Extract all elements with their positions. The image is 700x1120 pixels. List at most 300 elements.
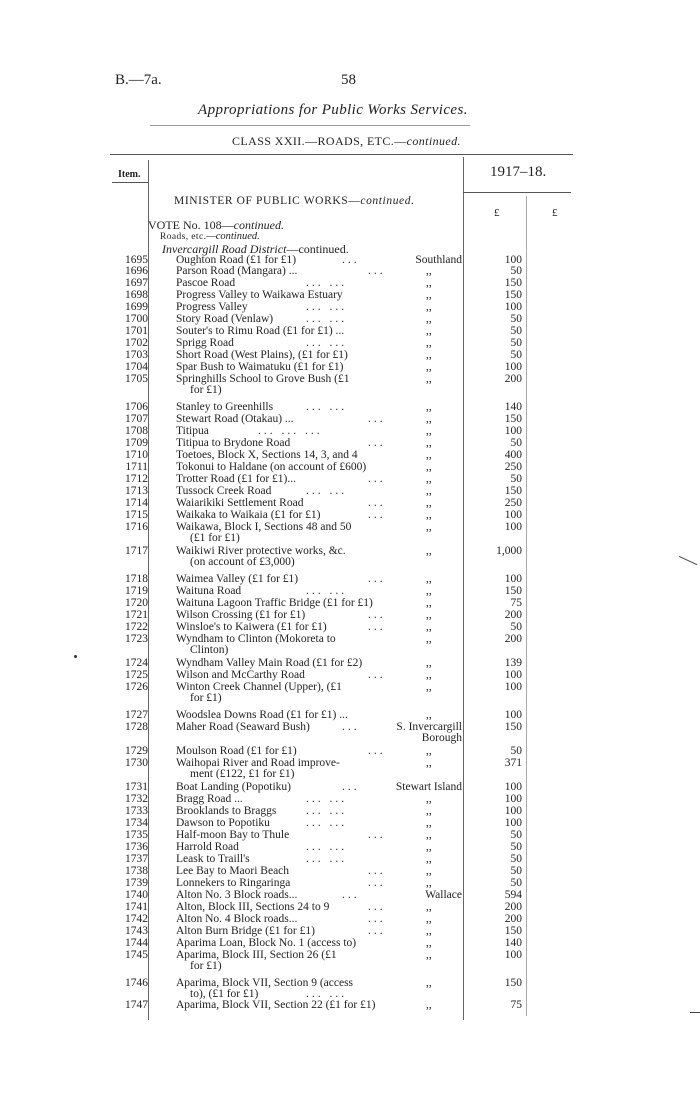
- item-description: [176, 314, 273, 325]
- item-description: [176, 450, 358, 461]
- leader-dots: ... ...: [306, 337, 348, 349]
- page-title: Appropriations for Public Works Services.: [198, 102, 468, 118]
- ditto-mark: ,,: [426, 793, 432, 805]
- item-description-continuation: (on account of £3,000): [190, 556, 295, 568]
- leader-dots: ...: [342, 889, 360, 901]
- item-number: 1718: [125, 573, 148, 585]
- item-description: [176, 426, 209, 437]
- leader-dots: ...: [368, 573, 386, 585]
- item-description: [176, 1000, 375, 1011]
- item-number: 1729: [125, 745, 148, 757]
- item-description-line: Spar Bush to Waimatuku (£1 for £1): [176, 361, 344, 373]
- ditto-mark: ,,: [426, 681, 432, 693]
- item-description: [176, 402, 273, 413]
- item-number: 1716: [125, 521, 148, 533]
- item-description-line: Tokonui to Haldane (on account of £600): [176, 461, 367, 473]
- item-number: 1724: [125, 657, 148, 669]
- amount-value: 100: [504, 254, 522, 266]
- item-description-line: Winsloe's to Kaiwera (£1 for £1): [176, 621, 327, 633]
- item-number: 1738: [125, 865, 148, 877]
- item-number: 1696: [125, 265, 148, 277]
- amount-value: 50: [510, 313, 522, 325]
- vote-heading-cont: continued.: [233, 218, 284, 232]
- amount-value: 50: [510, 265, 522, 277]
- minister-heading: [174, 195, 415, 207]
- item-description: [176, 374, 349, 396]
- leader-dots: ...: [368, 829, 386, 841]
- item-description: [176, 586, 241, 597]
- district-name-continuation: Borough: [421, 732, 462, 744]
- item-number: 1699: [125, 301, 148, 313]
- ditto-mark: ,,: [426, 349, 432, 361]
- leader-dots: ...: [368, 669, 386, 681]
- item-description-line: Pascoe Road: [176, 277, 236, 289]
- amount-value: 100: [504, 509, 522, 521]
- amount-value: 50: [510, 853, 522, 865]
- leader-dots: ...: [368, 901, 386, 913]
- item-description-line: Parson Road (Mangara) ...: [176, 265, 298, 277]
- amount-value: 100: [504, 709, 522, 721]
- item-description: [176, 414, 294, 425]
- leader-dots: ...: [368, 877, 386, 889]
- item-description: [176, 486, 271, 497]
- leader-dots: ... ...: [306, 277, 348, 289]
- ditto-mark: ,,: [426, 805, 432, 817]
- item-number: 1741: [125, 901, 148, 913]
- leader-dots: ...: [342, 254, 360, 266]
- item-description: [176, 890, 297, 901]
- amount-value: 200: [504, 609, 522, 621]
- ditto-mark: ,,: [426, 337, 432, 349]
- item-number: 1739: [125, 877, 148, 889]
- amount-value: 50: [510, 829, 522, 841]
- leader-dots: ... ...: [306, 401, 348, 413]
- item-description-line: Leask to Traill's: [176, 853, 250, 865]
- table-top-rule: [110, 154, 573, 155]
- item-description: [176, 610, 305, 621]
- amount-value: 50: [510, 865, 522, 877]
- item-description-line: Waituna Road: [176, 585, 242, 597]
- item-number: 1731: [125, 781, 148, 793]
- amount-value: 140: [504, 401, 522, 413]
- amount-value: 250: [504, 497, 522, 509]
- ditto-mark: ,,: [426, 585, 432, 597]
- item-description: [176, 670, 305, 681]
- item-number: 1695: [125, 254, 148, 266]
- amount-value: 100: [504, 681, 522, 693]
- ditto-mark: ,,: [426, 313, 432, 325]
- item-description-line: Springhills School to Grove Bush (£1: [176, 373, 350, 385]
- amount-value: 50: [510, 349, 522, 361]
- amount-value: 140: [504, 937, 522, 949]
- district-subheading-main: Invercargill Road District: [162, 242, 287, 256]
- ditto-mark: ,,: [426, 865, 432, 877]
- district-name: [366, 890, 462, 901]
- amount-value: 1,000: [496, 545, 522, 557]
- district-name-line: Southland: [415, 254, 462, 266]
- leader-dots: ...: [368, 621, 386, 633]
- leader-dots: ... ... ...: [258, 425, 323, 437]
- item-number: 1698: [125, 289, 148, 301]
- item-description-line: Maher Road (Seaward Bush): [176, 721, 310, 733]
- item-description-continuation: for £1): [190, 960, 222, 972]
- ditto-mark: ,,: [426, 277, 432, 289]
- item-description-line: Waituna Lagoon Traffic Bridge (£1 for £1): [176, 597, 373, 609]
- margin-mark-top: [679, 556, 698, 565]
- item-description-line: Toetoes, Block X, Sections 14, 3, and 4: [176, 449, 358, 461]
- ditto-mark: ,,: [426, 573, 432, 585]
- item-description: [176, 290, 343, 301]
- leader-dots: ...: [368, 437, 386, 449]
- item-description-line: Waikiwi River protective works, &c.: [176, 545, 346, 557]
- item-description: [176, 914, 297, 925]
- item-description-line: Progress Valley: [176, 301, 248, 313]
- item-number: 1720: [125, 597, 148, 609]
- ditto-mark: ,,: [426, 709, 432, 721]
- item-description-continuation: for £1): [190, 692, 222, 704]
- amount-value: 75: [510, 597, 522, 609]
- item-number: 1734: [125, 817, 148, 829]
- item-number: 1697: [125, 277, 148, 289]
- amount-value: 371: [504, 757, 522, 769]
- ditto-mark: ,,: [426, 745, 432, 757]
- amount-value: 200: [504, 901, 522, 913]
- title-rule: [150, 125, 470, 126]
- amount-value: 100: [504, 301, 522, 313]
- district-name-line: Stewart Island: [395, 781, 462, 793]
- amount-value: 200: [504, 373, 522, 385]
- leader-dots: ...: [368, 745, 386, 757]
- item-description-continuation: to), (£1 for £1): [190, 988, 259, 1000]
- item-description: [176, 722, 310, 733]
- item-description: [176, 710, 348, 721]
- item-description: [176, 598, 373, 609]
- ditto-mark: ,,: [426, 521, 432, 533]
- item-description: [176, 866, 289, 877]
- ditto-mark: ,,: [426, 913, 432, 925]
- amount-value: 400: [504, 449, 522, 461]
- amount-value: 150: [504, 277, 522, 289]
- leader-dots: ...: [368, 925, 386, 937]
- district-name: [366, 722, 462, 744]
- leader-dots: ...: [368, 865, 386, 877]
- item-description-line: Aparima, Block III, Section 26 (£1: [176, 949, 337, 961]
- amount-value: 50: [510, 621, 522, 633]
- leader-dots: ... ...: [306, 805, 348, 817]
- leader-dots: ... ...: [306, 988, 348, 1000]
- margin-dot: [74, 655, 77, 658]
- amount-value: 100: [504, 361, 522, 373]
- amount-value: 100: [504, 573, 522, 585]
- item-number: 1708: [125, 425, 148, 437]
- leader-dots: ...: [368, 413, 386, 425]
- item-number: 1737: [125, 853, 148, 865]
- item-number: 1702: [125, 337, 148, 349]
- item-description-line: Waiarikiki Settlement Road: [176, 497, 304, 509]
- item-description: [176, 842, 239, 853]
- leader-dots: ...: [368, 509, 386, 521]
- item-number: 1745: [125, 949, 148, 961]
- item-description: [176, 658, 362, 669]
- item-description-line: Moulson Road (£1 for £1): [176, 745, 297, 757]
- item-column-rule: [148, 160, 149, 1020]
- item-description: [176, 574, 298, 585]
- item-description: [176, 462, 366, 473]
- item-description-line: Alton, Block III, Sections 24 to 9: [176, 901, 330, 913]
- ditto-mark: ,,: [426, 817, 432, 829]
- amount-value: 150: [504, 585, 522, 597]
- item-number: 1713: [125, 485, 148, 497]
- item-number: 1701: [125, 325, 148, 337]
- ditto-mark: ,,: [426, 425, 432, 437]
- item-description: [176, 546, 346, 568]
- amount-value: 100: [504, 781, 522, 793]
- item-header-rule: [112, 182, 148, 183]
- item-description: [176, 474, 296, 485]
- item-number: 1710: [125, 449, 148, 461]
- ditto-mark: ,,: [426, 841, 432, 853]
- item-description: [176, 806, 276, 817]
- district-name: [366, 782, 462, 793]
- page-header-ref: B.—7a.: [115, 72, 162, 88]
- ditto-mark: ,,: [426, 473, 432, 485]
- amount-value: 150: [504, 289, 522, 301]
- class-heading-main: CLASS XXII.—ROADS, ETC.—: [232, 134, 407, 148]
- item-number: 1744: [125, 937, 148, 949]
- amount-value: 100: [504, 425, 522, 437]
- ditto-mark: ,,: [426, 949, 432, 961]
- year-underline: [463, 192, 571, 193]
- amount-subcolumn-rule: [526, 196, 527, 1016]
- item-number: 1730: [125, 757, 148, 769]
- item-description-line: Trotter Road (£1 for £1)...: [176, 473, 296, 485]
- item-description: [176, 362, 344, 373]
- item-description-line: Wilson and McCarthy Road: [176, 669, 305, 681]
- class-heading: [232, 134, 461, 149]
- item-number: 1712: [125, 473, 148, 485]
- item-description-continuation: Clinton): [190, 644, 229, 656]
- district-name-line: Wallace: [425, 889, 462, 901]
- item-number: 1740: [125, 889, 148, 901]
- ditto-mark: ,,: [426, 877, 432, 889]
- amount-value: 150: [504, 925, 522, 937]
- item-number: 1705: [125, 373, 148, 385]
- item-description: [176, 746, 297, 757]
- ditto-mark: ,,: [426, 999, 432, 1011]
- year-header: 1917–18.: [490, 164, 547, 180]
- amount-value: 100: [504, 805, 522, 817]
- leader-dots: ...: [368, 265, 386, 277]
- item-description-line: Woodslea Downs Road (£1 for £1) ...: [176, 709, 348, 721]
- item-number: 1743: [125, 925, 148, 937]
- item-description-line: Progress Valley to Waikawa Estuary: [176, 289, 343, 301]
- item-description-line: Waimea Valley (£1 for £1): [176, 573, 299, 585]
- item-description-line: Aparima Loan, Block No. 1 (access to): [176, 937, 357, 949]
- amount-value: 594: [504, 889, 522, 901]
- leader-dots: ... ...: [306, 585, 348, 597]
- item-description-continuation: (£1 for £1): [190, 532, 240, 544]
- amount-value: 200: [504, 633, 522, 645]
- item-number: 1700: [125, 313, 148, 325]
- item-description: [176, 522, 351, 544]
- item-description: [176, 782, 291, 793]
- item-number: 1727: [125, 709, 148, 721]
- pound-sign-left: £: [494, 207, 500, 219]
- item-description-line: Wilson Crossing (£1 for £1): [176, 609, 306, 621]
- leader-dots: ... ...: [306, 841, 348, 853]
- item-description-line: Boat Landing (Popotiku): [176, 781, 291, 793]
- item-description: [176, 854, 250, 865]
- ditto-mark: ,,: [426, 449, 432, 461]
- class-heading-cont: continued.: [406, 134, 461, 148]
- vote-heading-main: VOTE No. 108—: [148, 218, 234, 232]
- leader-dots: ...: [368, 913, 386, 925]
- item-number: 1726: [125, 681, 148, 693]
- ditto-mark: ,,: [426, 373, 432, 385]
- leader-dots: ... ...: [306, 793, 348, 805]
- item-number: 1732: [125, 793, 148, 805]
- item-description-continuation: for £1): [190, 384, 222, 396]
- item-number: 1723: [125, 633, 148, 645]
- item-description-line: Stanley to Greenhills: [176, 401, 274, 413]
- ditto-mark: ,,: [426, 829, 432, 841]
- leader-dots: ...: [368, 497, 386, 509]
- leader-dots: ... ...: [306, 313, 348, 325]
- amount-value: 50: [510, 745, 522, 757]
- ditto-mark: ,,: [426, 413, 432, 425]
- item-column-header: Item.: [118, 169, 141, 180]
- amount-value: 75: [510, 999, 522, 1011]
- item-description: [176, 938, 356, 949]
- item-description-line: Dawson to Popotiku: [176, 817, 270, 829]
- item-description: [176, 510, 321, 521]
- item-description: [176, 622, 327, 633]
- item-number: 1711: [125, 461, 148, 473]
- district-subheading-cont: —continued.: [286, 242, 349, 256]
- amount-value: 50: [510, 437, 522, 449]
- item-description: [176, 350, 348, 361]
- item-description-line: Winton Creek Channel (Upper), (£1: [176, 681, 342, 693]
- amount-value: 150: [504, 977, 522, 989]
- item-number: 1742: [125, 913, 148, 925]
- leader-dots: ...: [342, 781, 360, 793]
- item-description: [176, 438, 290, 449]
- item-description-line: Lee Bay to Maori Beach: [176, 865, 290, 877]
- amount-value: 100: [504, 669, 522, 681]
- leader-dots: ... ...: [306, 301, 348, 313]
- item-description-line: Stewart Road (Otakau) ...: [176, 413, 294, 425]
- item-description: [176, 830, 289, 841]
- item-description: [176, 634, 336, 656]
- amount-value: 50: [510, 877, 522, 889]
- ditto-mark: ,,: [426, 977, 432, 989]
- item-description-line: Waihopai River and Road improve-: [176, 757, 340, 769]
- item-description: [176, 326, 344, 337]
- item-description-line: Oughton Road (£1 for £1): [176, 254, 297, 266]
- item-number: 1715: [125, 509, 148, 521]
- item-number: 1747: [125, 999, 148, 1011]
- item-description: [176, 302, 248, 313]
- ditto-mark: ,,: [426, 633, 432, 645]
- item-number: 1728: [125, 721, 148, 733]
- item-description-continuation: ment (£122, £1 for £1): [190, 768, 295, 780]
- item-description-line: Tussock Creek Road: [176, 485, 272, 497]
- amount-value: 200: [504, 913, 522, 925]
- ditto-mark: ,,: [426, 289, 432, 301]
- item-description: [176, 338, 234, 349]
- ditto-mark: ,,: [426, 669, 432, 681]
- roads-subheading-main: Roads, etc.: [160, 232, 207, 242]
- item-description: [176, 682, 342, 704]
- amount-value: 50: [510, 325, 522, 337]
- item-description-line: Sprigg Road: [176, 337, 234, 349]
- ditto-mark: ,,: [426, 485, 432, 497]
- item-description-line: Wyndham to Clinton (Mokoreta to: [176, 633, 336, 645]
- amount-value: 50: [510, 841, 522, 853]
- amount-value: 139: [504, 657, 522, 669]
- item-description-line: Half-moon Bay to Thule: [176, 829, 290, 841]
- item-description-line: Waikawa, Block I, Sections 48 and 50: [176, 521, 352, 533]
- item-description-line: Brooklands to Braggs: [176, 805, 277, 817]
- item-description: [176, 950, 337, 972]
- ditto-mark: ,,: [426, 853, 432, 865]
- ditto-mark: ,,: [426, 657, 432, 669]
- leader-dots: ... ...: [306, 485, 348, 497]
- amount-value: 150: [504, 721, 522, 733]
- item-description-line: Bragg Road ...: [176, 793, 243, 805]
- item-description-line: Short Road (West Plains), (£1 for £1): [176, 349, 348, 361]
- pound-sign-right: £: [552, 207, 558, 219]
- item-description: [176, 902, 329, 913]
- amount-column-rule: [463, 157, 464, 1020]
- item-description-line: Harrold Road: [176, 841, 239, 853]
- leader-dots: ... ...: [306, 853, 348, 865]
- item-description-line: Titipua to Brydone Road: [176, 437, 291, 449]
- minister-heading-main: MINISTER OF PUBLIC WORKS—: [174, 195, 361, 207]
- item-description-line: Alton No. 4 Block roads...: [176, 913, 298, 925]
- amount-value: 100: [504, 949, 522, 961]
- ditto-mark: ,,: [426, 545, 432, 557]
- item-number: 1733: [125, 805, 148, 817]
- item-number: 1746: [125, 977, 148, 989]
- amount-value: 50: [510, 473, 522, 485]
- ditto-mark: ,,: [426, 401, 432, 413]
- item-description: [176, 498, 303, 509]
- item-description-line: Waikaka to Waikaia (£1 for £1): [176, 509, 321, 521]
- leader-dots: ...: [368, 609, 386, 621]
- item-number: 1714: [125, 497, 148, 509]
- amount-value: 100: [504, 793, 522, 805]
- item-description: [176, 758, 340, 780]
- item-number: 1709: [125, 437, 148, 449]
- item-description-line: Aparima, Block VII, Section 9 (access: [176, 977, 354, 989]
- item-number: 1717: [125, 545, 148, 557]
- ditto-mark: ,,: [426, 361, 432, 373]
- amount-value: 150: [504, 413, 522, 425]
- amount-value: 100: [504, 817, 522, 829]
- leader-dots: ...: [342, 721, 360, 733]
- amount-value: 250: [504, 461, 522, 473]
- item-description: [176, 818, 270, 829]
- item-description: [176, 278, 235, 289]
- item-description: [176, 878, 290, 889]
- item-number: 1722: [125, 621, 148, 633]
- amount-value: 100: [504, 521, 522, 533]
- item-description-line: Souter's to Rimu Road (£1 for £1) ...: [176, 325, 345, 337]
- ditto-mark: ,,: [426, 609, 432, 621]
- ditto-mark: ,,: [426, 437, 432, 449]
- item-number: 1721: [125, 609, 148, 621]
